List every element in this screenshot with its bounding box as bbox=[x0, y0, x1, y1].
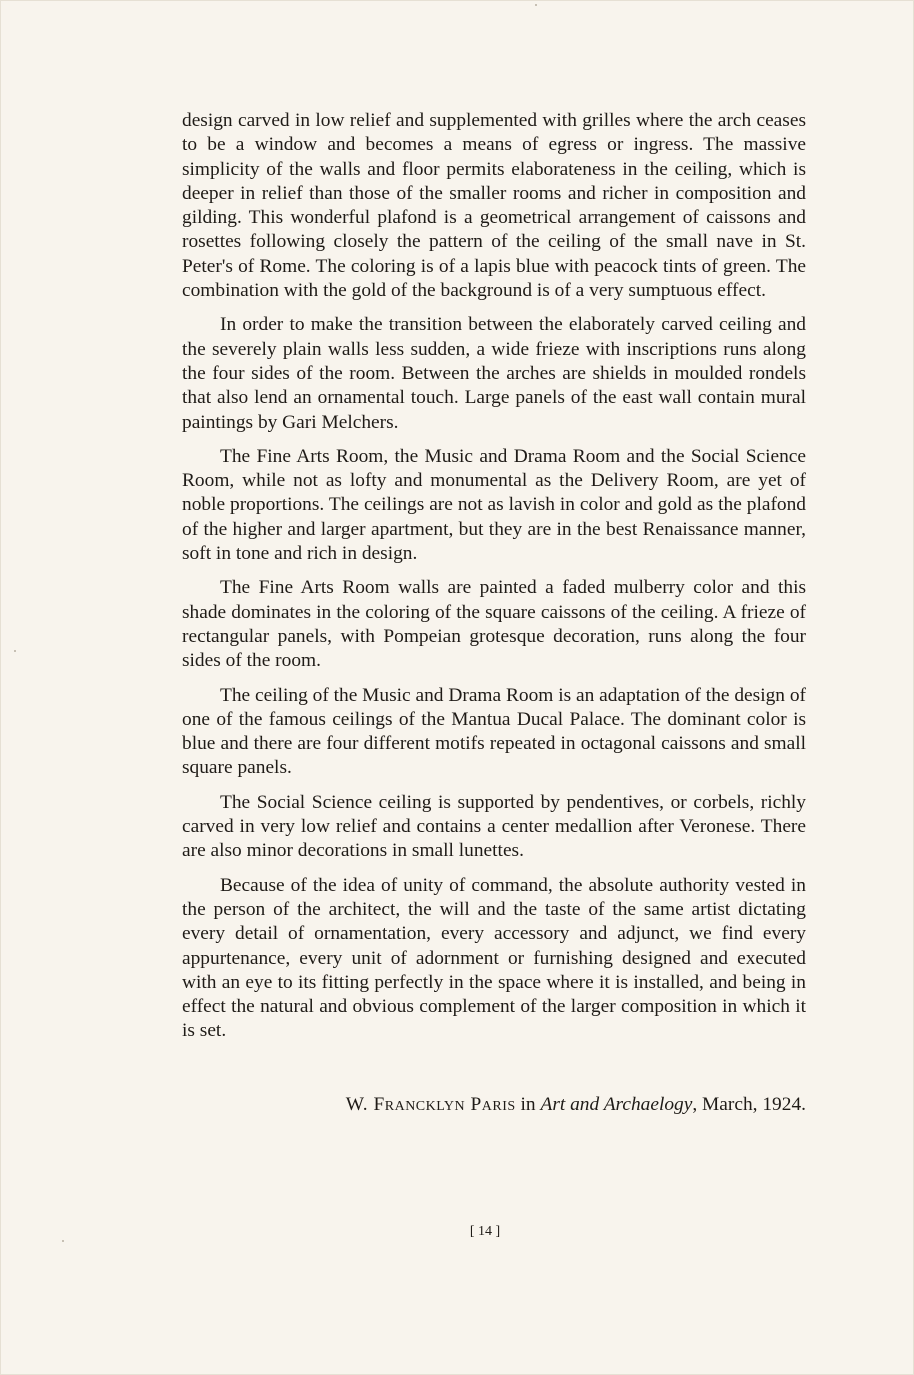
paragraph-2: In order to make the transition between the elaborately carved ceiling and the severely plain walls less sudden, a wide frieze with inscriptions runs along the four sides of the room. Between the arches are shields in moulded rondels that also lend an ornamental touch. Large panels of the east wall contain mural paintings by Gari Melchers. bbox=[182, 314, 806, 433]
paragraph-3: The Fine Arts Room, the Music and Drama Room and the Social Science Room, while not as lofty and monumental as the Delivery Room, are yet of noble proportions. The ceilings are not as lavish in color and gold as the plafond of the higher and larger apartment, but they are in the best Renaissance manner, soft in tone and rich in design. bbox=[182, 445, 806, 565]
paragraph-7: Because of the idea of unity of command, the absolute authority vested in the person of the architect, the will and the taste of the same artist dictating every detail of ornamentation, every accessory and adjunct, we find every appurtenance, every unit of adornment or furnishing designed and executed with an eye to its fitting perfectly in the space where it is installed, and being in effect the natural and obvious complement of the larger composition in which it is set. bbox=[182, 874, 806, 1042]
attribution-author: W. Francklyn Paris bbox=[345, 1094, 516, 1115]
paragraph-5: The ceiling of the Music and Drama Room is an adaptation of the design of one of the famous ceilings of the Mantua Ducal Palace. The dominant color is blue and there are four different motifs repeated in octagonal caissons and small square panels. bbox=[182, 684, 806, 779]
attribution-in: in bbox=[520, 1094, 536, 1115]
paragraph-4: The Fine Arts Room walls are painted a faded mulberry color and this shade dominates in the coloring of the square caissons of the ceiling. A frieze of rectangular panels, with Pompeian grotesque decoration, runs along the four sides of the room. bbox=[182, 577, 806, 672]
attribution-date: , March, 1924. bbox=[692, 1094, 806, 1115]
page-number: [ 14 ] bbox=[469, 1224, 501, 1239]
attribution-source: Art and Archaelogy bbox=[540, 1094, 693, 1115]
attribution-line bbox=[300, 1093, 806, 1117]
paper-speck bbox=[62, 1240, 64, 1242]
paragraph-1: design carved in low relief and supplemented with grilles where the arch ceases to be a window and becomes a means of egress or ingress. The massive simplicity of the walls and floor permits elaborateness in the ceiling, which is deeper in relief than those of the smaller rooms and richer in composition and gilding. This wonderful plafond is a geometrical arrangement of caissons and rosettes following closely the pattern of the ceiling of the small nave in St. Peter's of Rome. The coloring is of a lapis blue with peacock tints of green. The combination with the gold of the background is of a very sumptuous effect. bbox=[182, 110, 806, 302]
body-text bbox=[182, 109, 806, 1054]
paper-speck bbox=[535, 4, 537, 6]
paper-speck bbox=[14, 650, 16, 652]
paragraph-6: The Social Science ceiling is supported by pendentives, or corbels, richly carved in very low relief and contains a center medallion after Veronese. There are also minor decorations in small lunettes. bbox=[182, 791, 806, 862]
